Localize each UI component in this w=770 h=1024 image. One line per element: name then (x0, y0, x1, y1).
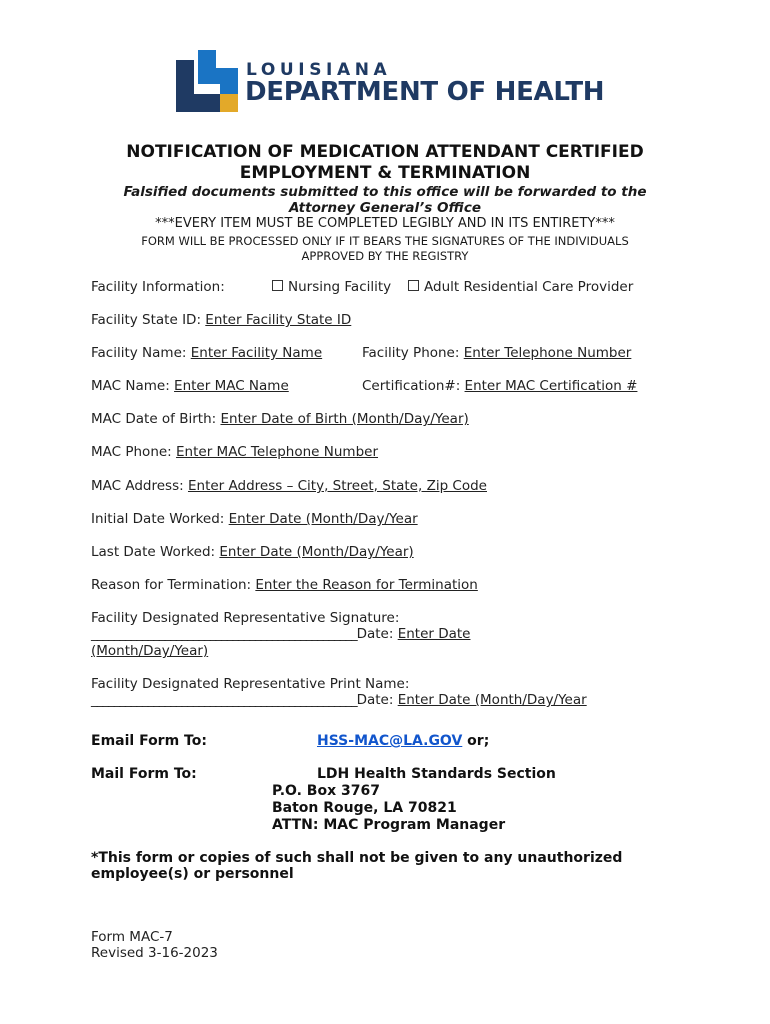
dob-row (91, 411, 469, 427)
mac-name-row (91, 378, 289, 394)
signature-date-label: Date: (356, 626, 394, 642)
mac-phone-label: MAC Phone: (91, 444, 172, 460)
print-date-field[interactable]: Enter Date (Month/Day/Year (397, 692, 587, 708)
mail-line3: Baton Rouge, LA 70821 (272, 800, 457, 816)
reason-field[interactable]: Enter the Reason for Termination (255, 577, 478, 593)
certification-field[interactable]: Enter MAC Certification # (464, 378, 638, 394)
mac-phone-row (91, 444, 378, 460)
every-item-notice: ***EVERY ITEM MUST BE COMPLETED LEGIBLY AND IN ITS ENTIRETY*** (155, 216, 615, 231)
last-date-field[interactable]: Enter Date (Month/Day/Year) (219, 544, 414, 560)
mail-line4: ATTN: MAC Program Manager (272, 817, 506, 833)
mac-name-label: MAC Name: (91, 378, 170, 394)
last-date-row (91, 544, 414, 560)
logo-louisiana-text: LOUISIANA (246, 60, 392, 80)
logo-department-text: DEPARTMENT OF HEALTH (245, 77, 605, 107)
certification-row (362, 378, 637, 394)
state-id-label: Facility State ID: (91, 312, 201, 328)
address-label: MAC Address: (91, 478, 184, 494)
signature-line[interactable]: _______________________________________________ (91, 626, 357, 642)
initial-date-row (91, 511, 418, 527)
last-date-label: Last Date Worked: (91, 544, 216, 560)
dob-field[interactable]: Enter Date of Birth (Month/Day/Year) (220, 411, 469, 427)
warning-line1: Falsified documents submitted to this office will be forwarded to the (123, 184, 647, 200)
initial-date-label: Initial Date Worked: (91, 511, 225, 527)
state-id-field[interactable]: Enter Facility State ID (205, 312, 352, 328)
reason-label: Reason for Termination: (91, 577, 252, 593)
form-id: Form MAC-7 (91, 929, 173, 945)
processed-notice-line1: FORM WILL BE PROCESSED ONLY IF IT BEARS THE SIGNATURES OF THE INDIVIDUALS (141, 234, 629, 248)
facility-phone-label: Facility Phone: (362, 345, 460, 361)
mail-line2: P.O. Box 3767 (272, 783, 380, 799)
address-row (91, 478, 487, 494)
adult-residential-option[interactable] (408, 279, 633, 295)
processed-notice-line2: APPROVED BY THE REGISTRY (301, 249, 469, 263)
print-name-line[interactable]: _______________________________________________ (91, 692, 357, 708)
distribution-notice-line2: employee(s) or personnel (91, 866, 294, 882)
email-suffix: or; (462, 733, 490, 749)
print-date-label: Date: (356, 692, 394, 708)
facility-name-field[interactable]: Enter Facility Name (190, 345, 323, 361)
address-field[interactable]: Enter Address – City, Street, State, Zip Code (187, 478, 487, 494)
facility-phone-row (362, 345, 631, 361)
state-id-row (91, 312, 351, 328)
email-link[interactable]: HSS-MAC@LA.GOV (317, 733, 463, 749)
print-name-row (91, 692, 587, 708)
facility-phone-field[interactable]: Enter Telephone Number (463, 345, 632, 361)
revised-date: Revised 3-16-2023 (91, 945, 218, 961)
mail-label: Mail Form To: (91, 766, 197, 782)
page-title-line1: NOTIFICATION OF MEDICATION ATTENDANT CERTIFIED (126, 142, 644, 162)
mail-line1: LDH Health Standards Section (317, 766, 556, 782)
email-row (317, 733, 489, 749)
signature-date-field[interactable]: Enter Date (397, 626, 471, 642)
reason-row (91, 577, 478, 593)
email-label: Email Form To: (91, 733, 207, 749)
signature-row (91, 626, 470, 642)
adult-residential-label: Adult Residential Care Provider (424, 279, 634, 295)
certification-label: Certification#: (362, 378, 461, 394)
nursing-facility-checkbox[interactable] (272, 280, 283, 291)
signature-date-field-line2[interactable]: (Month/Day/Year) (91, 643, 209, 659)
facility-name-label: Facility Name: (91, 345, 187, 361)
initial-date-field[interactable]: Enter Date (Month/Day/Year (228, 511, 418, 527)
facility-info-label: Facility Information: (91, 279, 225, 295)
signature-label: Facility Designated Representative Signature: (91, 610, 400, 626)
nursing-facility-option[interactable] (272, 279, 391, 295)
signature-date-field-cont[interactable] (91, 643, 208, 659)
ldh-logo-icon (176, 50, 238, 112)
dob-label: MAC Date of Birth: (91, 411, 217, 427)
mac-phone-field[interactable]: Enter MAC Telephone Number (176, 444, 379, 460)
print-name-label: Facility Designated Representative Print Name: (91, 676, 410, 692)
adult-residential-checkbox[interactable] (408, 280, 419, 291)
distribution-notice-line1: *This form or copies of such shall not be given to any unauthorized (91, 850, 623, 866)
nursing-facility-label: Nursing Facility (288, 279, 392, 295)
page-title-line2: EMPLOYMENT & TERMINATION (239, 163, 531, 183)
facility-name-row (91, 345, 322, 361)
warning-line2: Attorney General’s Office (288, 200, 482, 216)
mac-name-field[interactable]: Enter MAC Name (174, 378, 289, 394)
